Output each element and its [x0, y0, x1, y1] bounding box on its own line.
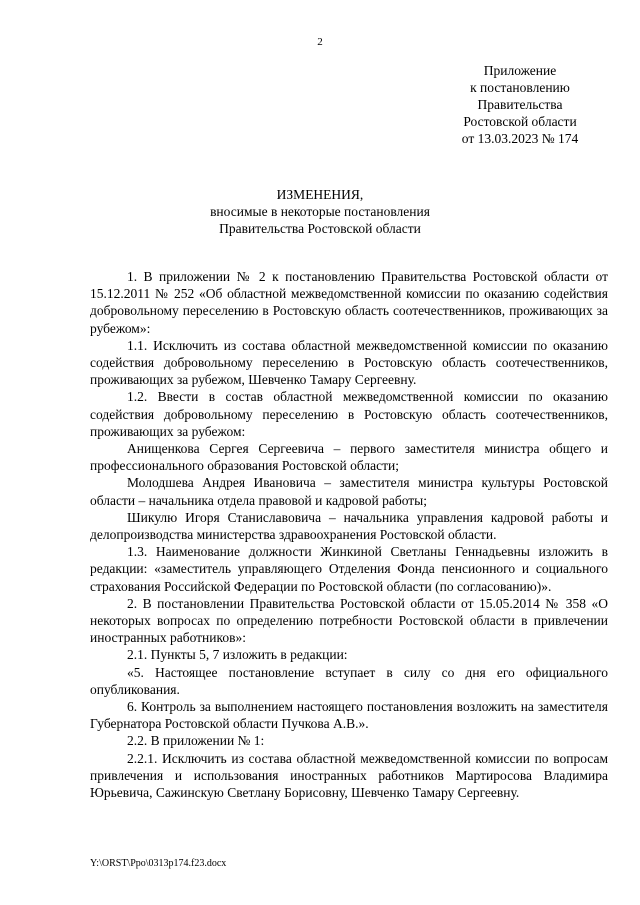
paragraph: 1.1. Исключить из состава областной межведомственной комиссии по оказанию содействия добровольному переселению в Ростовскую область соотечественников, проживающих за рубежом, Шевченко Тамару Сергеевну. — [90, 337, 608, 388]
paragraph: Анищенкова Сергея Сергеевича – первого заместителя министра общего и профессионального образования Ростовской области; — [90, 441, 608, 474]
paragraph: 6. Контроль за выполнением настоящего постановления возложить на заместителя Губернатора Ростовской области Пучкова А.В.». — [90, 699, 608, 732]
title-subtitle: вносимые в некоторые постановления — [210, 204, 430, 219]
title-subtitle: Правительства Ростовской области — [219, 221, 421, 236]
document-body — [90, 268, 608, 801]
appendix-line: к постановлению — [470, 80, 570, 95]
paragraph: 2.2.1. Исключить из состава областной межведомственной комиссии по вопросам привлечения и использования иностранных работников Мартиросова Владимира Юрьевича, Сажинскую Светлану Борисовну, Шевченко Тамару Сергеевну. — [90, 750, 608, 801]
appendix-line: от 13.03.2023 № 174 — [461, 131, 579, 146]
appendix-line: Приложение — [483, 63, 557, 78]
paragraph: 1. В приложении № 2 к постановлению Правительства Ростовской области от 15.12.2011 № 252 «Об областной межведомственной комиссии по оказанию содействия добровольному переселению в Ростовскую область соотечественников, проживающих за рубежом»: — [90, 269, 608, 336]
paragraph: 1.3. Наименование должности Жинкиной Светланы Геннадьевны изложить в редакции: «заместитель управляющего Отделения Фонда пенсионного и социального страхования Российской Федерации по Ростовской области (по согласованию)». — [90, 544, 608, 594]
paragraph: 2. В постановлении Правительства Ростовской области от 15.05.2014 № 358 «О некоторых вопросах по определению потребности Ростовской области в привлечении иностранных работников»: — [90, 595, 608, 646]
paragraph: Шикулю Игоря Станиславовича – начальника управления кадровой работы и делопроизводства министерства здравоохранения Ростовской области. — [90, 509, 608, 543]
page-number: 2 — [317, 36, 323, 48]
appendix-line: Правительства — [477, 97, 563, 112]
file-path-footer: Y:\ORST\Ppo\0313p174.f23.docx — [90, 858, 227, 869]
appendix-line: Ростовской области — [463, 114, 577, 129]
paragraph: «5. Настоящее постановление вступает в силу со дня его официального опубликования. — [90, 664, 608, 697]
title-heading: ИЗМЕНЕНИЯ, — [276, 187, 364, 202]
appendix-header — [430, 62, 610, 147]
paragraph: Молодшева Андрея Ивановича – заместителя министра культуры Ростовской области – начальника отдела правовой и кадровой работы; — [90, 475, 608, 508]
paragraph: 2.2. В приложении № 1: — [127, 733, 265, 749]
paragraph: 2.1. Пункты 5, 7 изложить в редакции: — [127, 647, 348, 663]
paragraph: 1.2. Ввести в состав областной межведомственной комиссии по оказанию содействия добровольному переселению в Ростовскую область соотечественников, проживающих за рубежом: — [90, 389, 608, 439]
document-title — [0, 186, 640, 237]
